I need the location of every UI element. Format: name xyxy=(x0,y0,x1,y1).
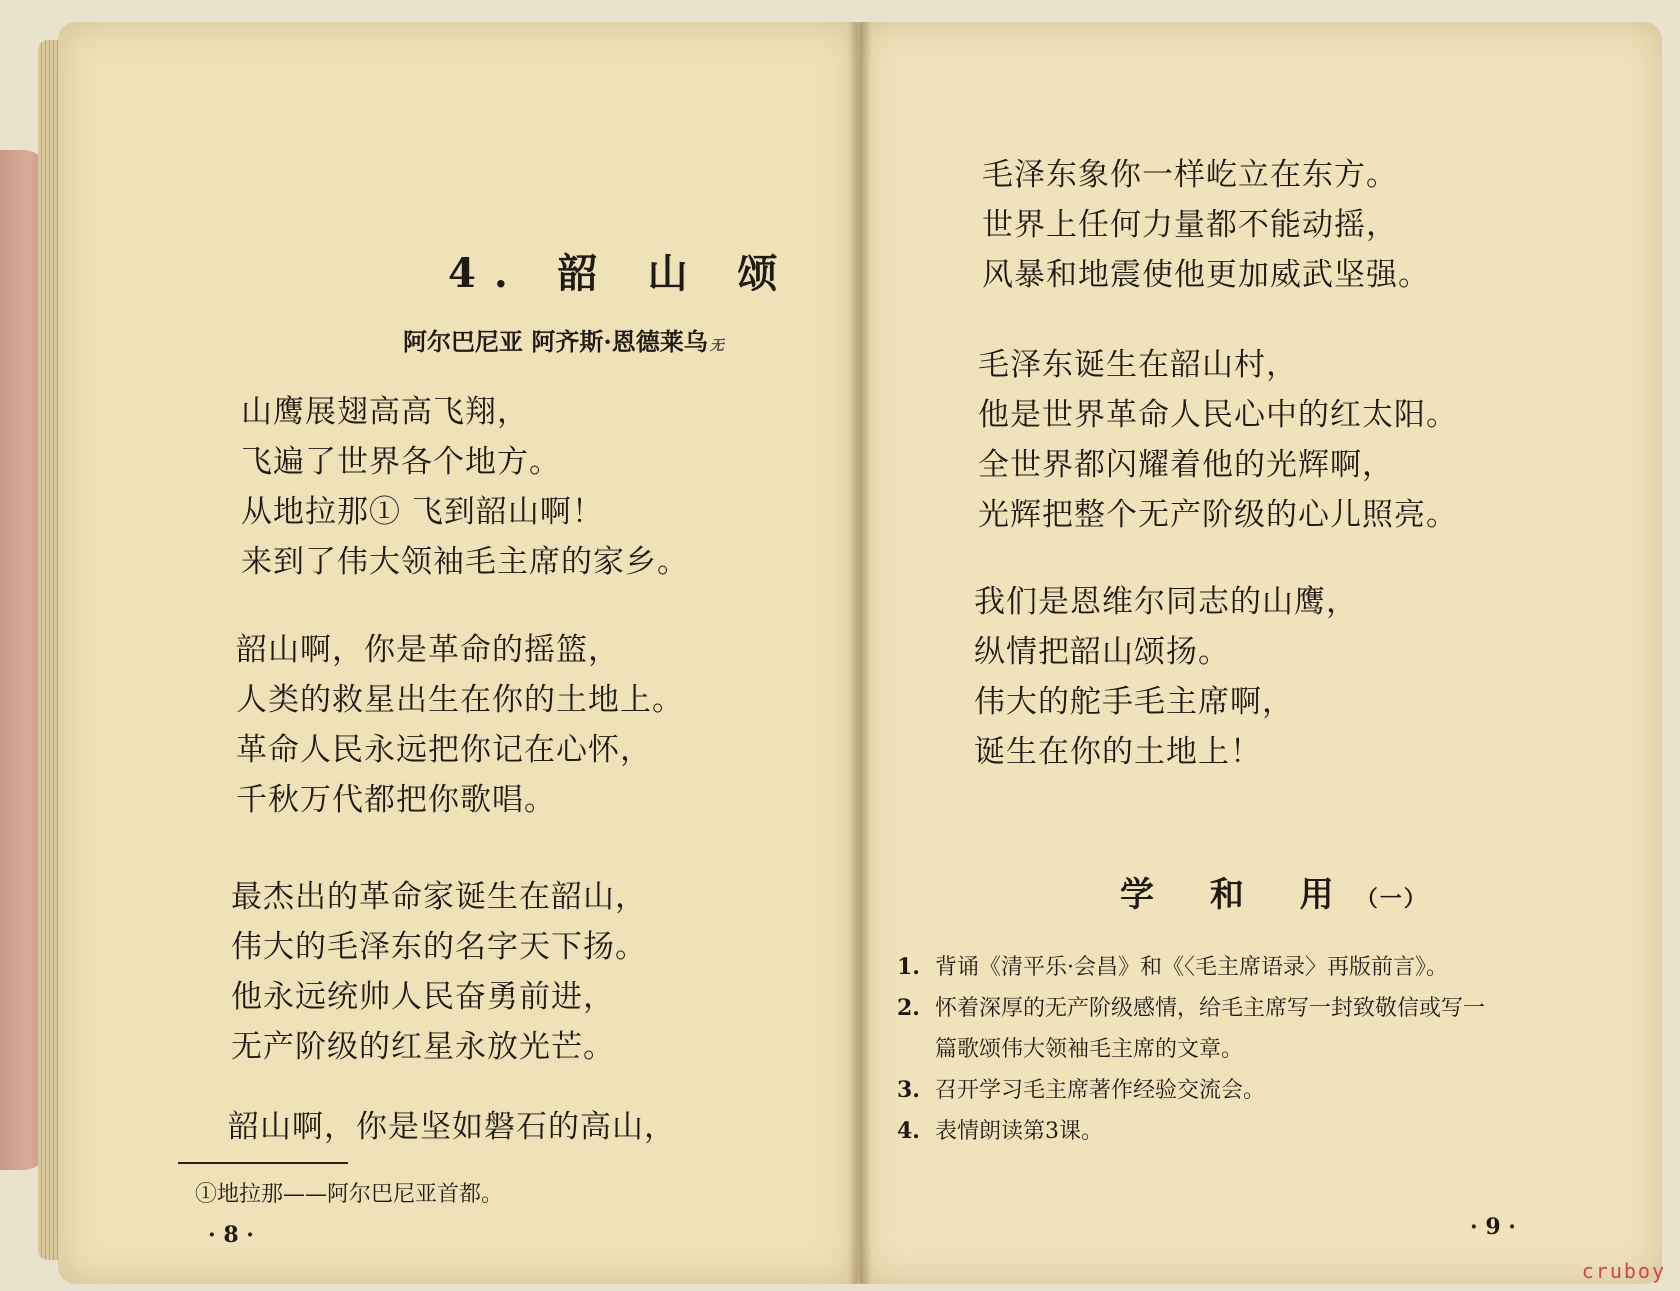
poem-line: 世界上任何力量都不能动摇， xyxy=(982,207,1398,243)
footnote-rule xyxy=(178,1162,348,1164)
page-number-right: · 9 · xyxy=(1470,1214,1516,1240)
poem-line: 韶山啊，你是坚如磐石的高山， xyxy=(228,1109,676,1145)
task-number: 4. xyxy=(897,1118,920,1144)
poem-line: 纵情把韶山颂扬。 xyxy=(974,634,1230,670)
task-item xyxy=(897,1070,1597,1111)
poem-line: 来到了伟大领袖毛主席的家乡。 xyxy=(241,544,689,580)
author-name: 阿尔巴尼亚 阿齐斯·恩德莱乌 xyxy=(403,327,708,356)
poem-title: 4. 韶 山 颂 xyxy=(448,250,796,297)
poem-line: 他永远统帅人民奋勇前进， xyxy=(231,979,615,1015)
poem-line: 我们是恩维尔同志的山鹰， xyxy=(974,584,1358,620)
page-number-left: · 8 · xyxy=(208,1222,254,1248)
poem-line: 最杰出的革命家诞生在韶山， xyxy=(231,879,647,915)
task-list xyxy=(897,947,1597,1152)
stanza-6 xyxy=(978,340,1458,540)
task-item xyxy=(897,988,1597,1070)
task-number: 2. xyxy=(897,995,920,1021)
poem-line: 诞生在你的土地上！ xyxy=(974,734,1262,770)
poem-line: 革命人民永远把你记在心怀， xyxy=(236,732,652,768)
task-number: 3. xyxy=(897,1077,920,1103)
task-number: 1. xyxy=(897,954,920,980)
poem-line: 全世界都闪耀着他的光辉啊， xyxy=(978,447,1394,483)
poem-author xyxy=(403,322,724,357)
poem-line: 无产阶级的红星永放光芒。 xyxy=(231,1029,615,1065)
stanza-4 xyxy=(228,1102,676,1152)
stanza-2 xyxy=(236,625,684,825)
author-handwritten-note: 无 xyxy=(709,338,724,354)
task-item xyxy=(897,947,1597,988)
poem-line: 从地拉那① 飞到韶山啊！ xyxy=(241,494,604,530)
page-edges xyxy=(38,40,60,1260)
stanza-5 xyxy=(982,150,1430,300)
poem-line: 他是世界革命人民心中的红太阳。 xyxy=(978,397,1458,433)
task-text: 召开学习毛主席著作经验交流会。 xyxy=(935,1078,1266,1103)
poem-line: 毛泽东诞生在韶山村， xyxy=(978,347,1298,383)
stanza-7 xyxy=(974,577,1358,777)
poem-line: 韶山啊，你是革命的摇篮， xyxy=(236,632,620,668)
task-item xyxy=(897,1111,1597,1152)
poem-line: 山鹰展翅高高飞翔， xyxy=(241,394,529,430)
book-gutter xyxy=(848,22,872,1284)
stanza-3 xyxy=(231,872,647,1072)
right-page xyxy=(860,22,1662,1284)
poem-line: 毛泽东象你一样屹立在东方。 xyxy=(982,157,1398,193)
poem-line: 千秋万代都把你歌唱。 xyxy=(236,782,556,818)
poem-line: 飞遍了世界各个地方。 xyxy=(241,444,561,480)
footnote: ①地拉那——阿尔巴尼亚首都。 xyxy=(195,1182,504,1207)
task-text-continued: 篇歌颂伟大领袖毛主席的文章。 xyxy=(935,1037,1244,1062)
left-page xyxy=(58,22,858,1284)
watermark: cruboy xyxy=(1581,1259,1666,1283)
poem-line: 伟大的舵手毛主席啊， xyxy=(974,684,1294,720)
poem-line: 风暴和地震使他更加威武坚强。 xyxy=(982,257,1430,293)
section-title-text: 学 和 用 xyxy=(1120,875,1356,915)
section-number: （一） xyxy=(1355,886,1428,912)
poem-line: 人类的救星出生在你的土地上。 xyxy=(236,682,684,718)
poem-line: 伟大的毛泽东的名字天下扬。 xyxy=(231,929,647,965)
task-text: 怀着深厚的无产阶级感情，给毛主席写一封致敬信或写一 xyxy=(935,996,1486,1021)
task-text: 背诵《清平乐·会昌》和《〈毛主席语录〉再版前言》。 xyxy=(935,955,1448,980)
poem-line: 光辉把整个无产阶级的心儿照亮。 xyxy=(978,497,1458,533)
section-title xyxy=(1120,867,1428,916)
task-text: 表情朗读第3课。 xyxy=(935,1119,1103,1144)
stanza-1 xyxy=(241,387,689,587)
